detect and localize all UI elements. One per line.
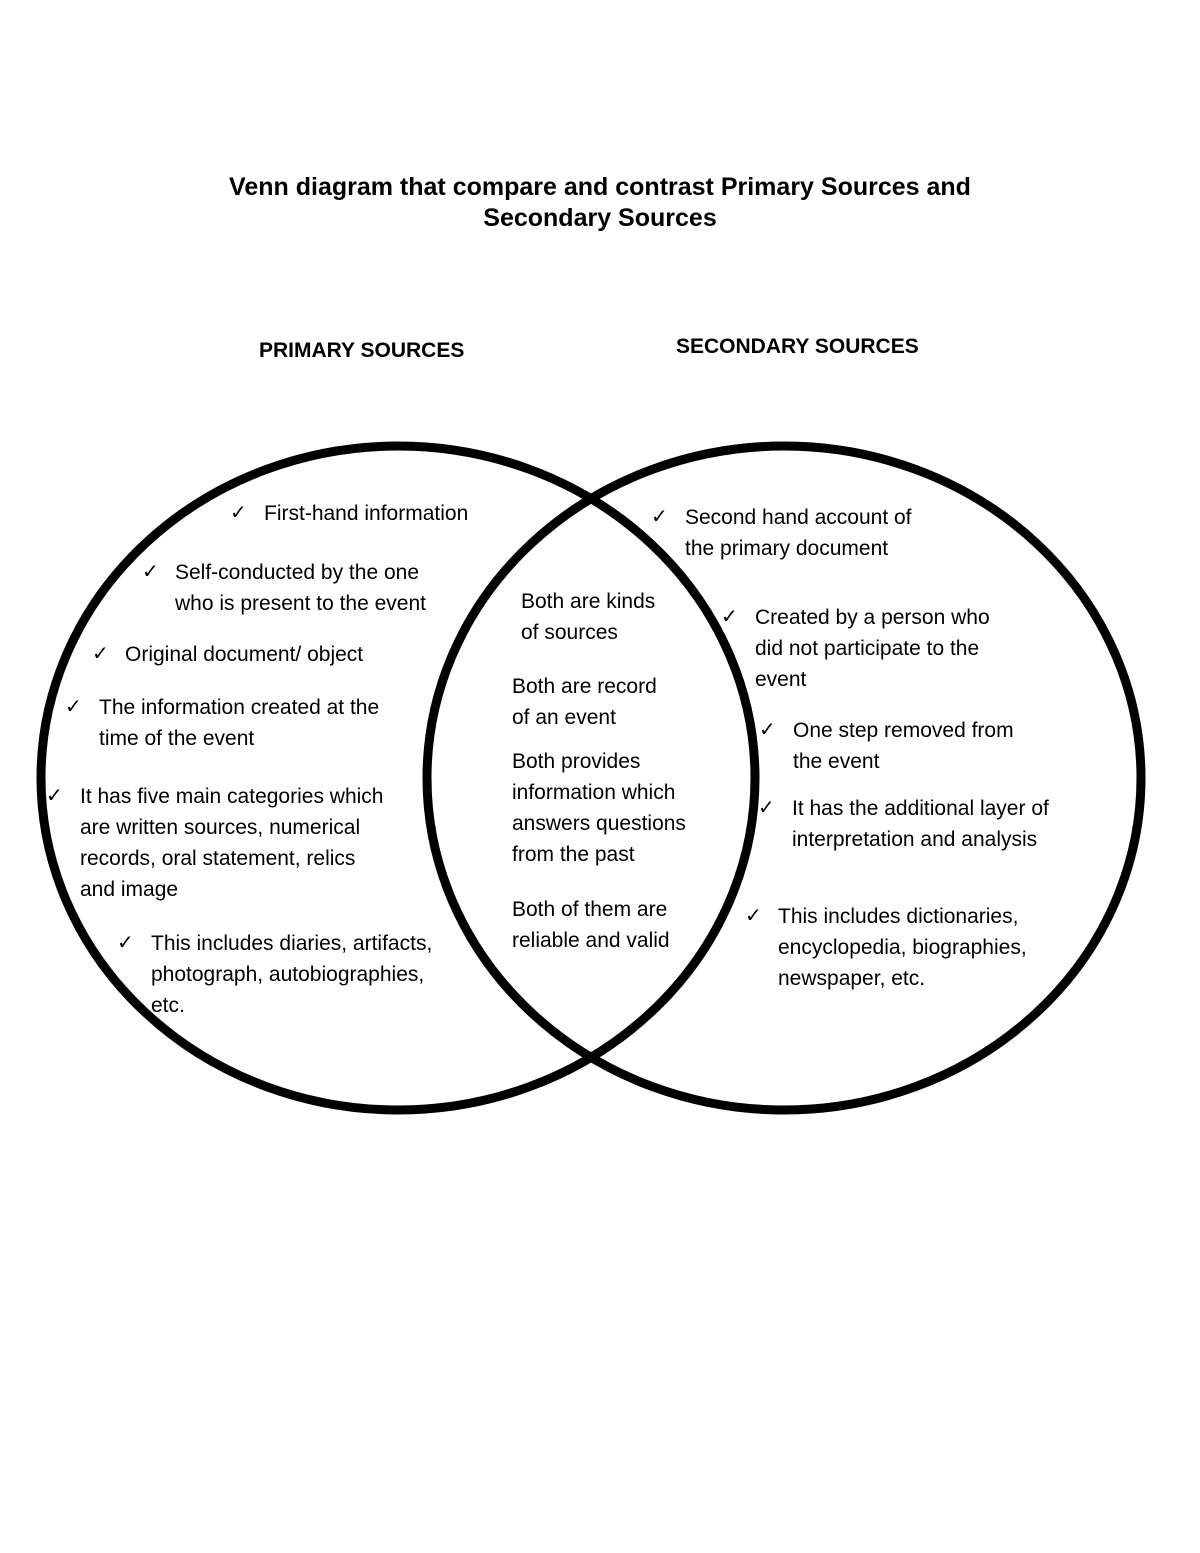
title-line-1: Venn diagram that compare and contrast Primary Sources and [229,173,971,201]
item-line: Both provides [512,750,641,773]
item-line: time of the event [99,727,255,750]
item-line: records, oral statement, relics [80,847,356,870]
item-line: answers questions [512,812,686,835]
item-line: event [755,668,807,691]
item-line: Created by a person who [755,606,990,629]
secondary-sources-heading: SECONDARY SOURCES [676,335,919,358]
secondary-item [685,502,912,564]
primary-item [125,639,363,670]
secondary-item [755,602,990,695]
item-line: Both are record [512,675,657,698]
item-line: This includes dictionaries, [778,905,1019,928]
item-line: One step removed from [793,719,1014,742]
both-item [512,671,657,733]
item-line: The information created at the [99,696,380,719]
item-line: and image [80,878,179,901]
item-line: Both are kinds [521,590,656,613]
item-line: First-hand information [264,502,469,525]
primary-item [99,692,379,754]
item-line: etc. [151,994,185,1017]
item-line: did not participate to the [755,637,980,660]
primary-item [264,498,468,529]
title-line-2: Secondary Sources [483,204,717,232]
check-icon: ✓ [92,643,109,665]
item-line: the event [793,750,880,773]
item-line: from the past [512,843,635,866]
both-item [512,894,670,956]
item-line: Second hand account of [685,506,912,529]
secondary-item [793,715,1014,777]
item-line: the primary document [685,537,889,560]
both-item [512,746,686,870]
check-icon: ✓ [745,905,762,927]
check-icon: ✓ [46,785,63,807]
check-icon: ✓ [142,561,159,583]
item-line: Self-conducted by the one [175,561,420,584]
item-line: reliable and valid [512,929,670,952]
item-line: It has the additional layer of [792,797,1049,820]
primary-item [151,928,432,1021]
primary-item [175,557,426,619]
secondary-item [792,793,1049,855]
secondary-item [778,901,1027,994]
item-line: encyclopedia, biographies, [778,936,1027,959]
check-icon: ✓ [759,719,776,741]
item-line: newspaper, etc. [778,967,926,990]
item-line: who is present to the event [175,592,426,615]
item-line: Both of them are [512,898,668,921]
item-line: information which [512,781,676,804]
item-line: of an event [512,706,616,729]
check-icon: ✓ [230,502,247,524]
check-icon: ✓ [651,506,668,528]
item-line: It has five main categories which [80,785,384,808]
check-icon: ✓ [117,932,134,954]
check-icon: ✓ [65,696,82,718]
item-line: of sources [521,621,618,644]
both-item [521,586,655,648]
item-line: are written sources, numerical [80,816,361,839]
item-line: photograph, autobiographies, [151,963,425,986]
primary-item [80,781,383,905]
primary-sources-heading: PRIMARY SOURCES [259,339,465,362]
item-line: interpretation and analysis [792,828,1038,851]
item-line: Original document/ object [125,643,364,666]
check-icon: ✓ [721,606,738,628]
item-line: This includes diaries, artifacts, [151,932,433,955]
check-icon: ✓ [758,797,775,819]
